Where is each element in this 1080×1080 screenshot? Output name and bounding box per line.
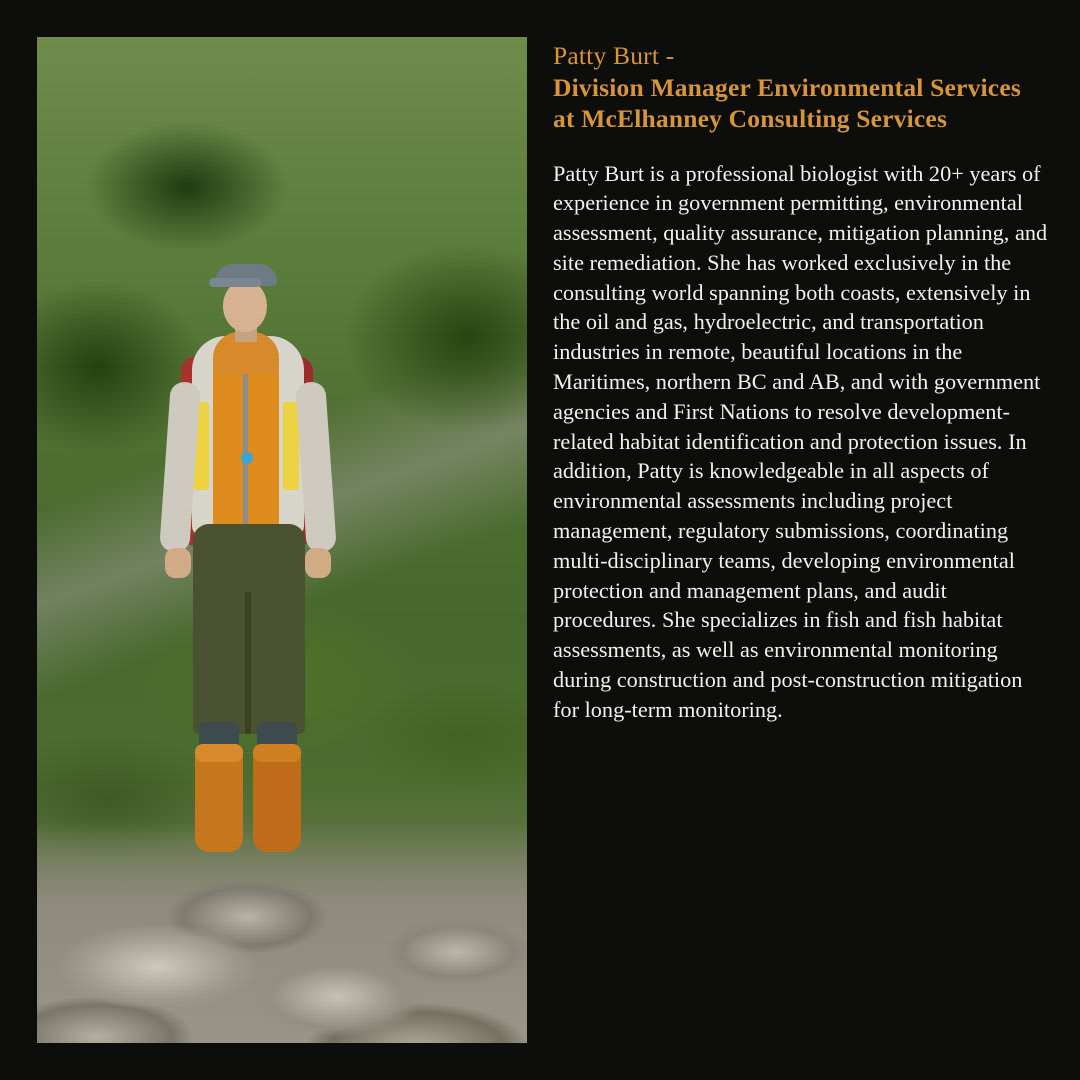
cap xyxy=(215,264,277,286)
person-name: Patty Burt - xyxy=(553,41,675,70)
profile-photo xyxy=(37,37,527,1043)
vest-clip-icon xyxy=(241,452,253,464)
photo-person-figure xyxy=(137,252,387,872)
leg-separation xyxy=(245,592,251,734)
jacket-zipper xyxy=(243,364,248,534)
hand-left xyxy=(165,548,191,578)
profile-biography: Patty Burt is a professional biologist with 20+ years of experience in government permitting, environmental assessment, quality assurance, mitigation planning, and site remediation. She has worked exclusively in the consulting world spanning both coasts, extensively in the oil and gas, hydroelectric, and transportation industries in remote, beautiful locations in the Maritimes, northern BC and AB, and with government agencies and First Nations to resolve development-related habitat identification and protection issues. In addition, Patty is knowledgeable in all aspects of environmental assessments including project management, regulatory submissions, coordinating multi-disciplinary teams, developing environmental protection and management plans, and audit procedures. She specializes in fish and fish habitat assessments, as well as environmental monitoring during construction and post-construction mitigation for long-term monitoring. xyxy=(553,160,1048,722)
hand-right xyxy=(305,548,331,578)
person-title: Division Manager Environmental Services xyxy=(553,72,1021,102)
boot-cuff-right xyxy=(253,744,301,762)
profile-text-column xyxy=(553,40,1048,725)
boot-cuff-left xyxy=(195,744,243,762)
person-company: at McElhanney Consulting Services xyxy=(553,104,948,133)
head xyxy=(223,280,267,332)
profile-heading xyxy=(553,40,1048,135)
